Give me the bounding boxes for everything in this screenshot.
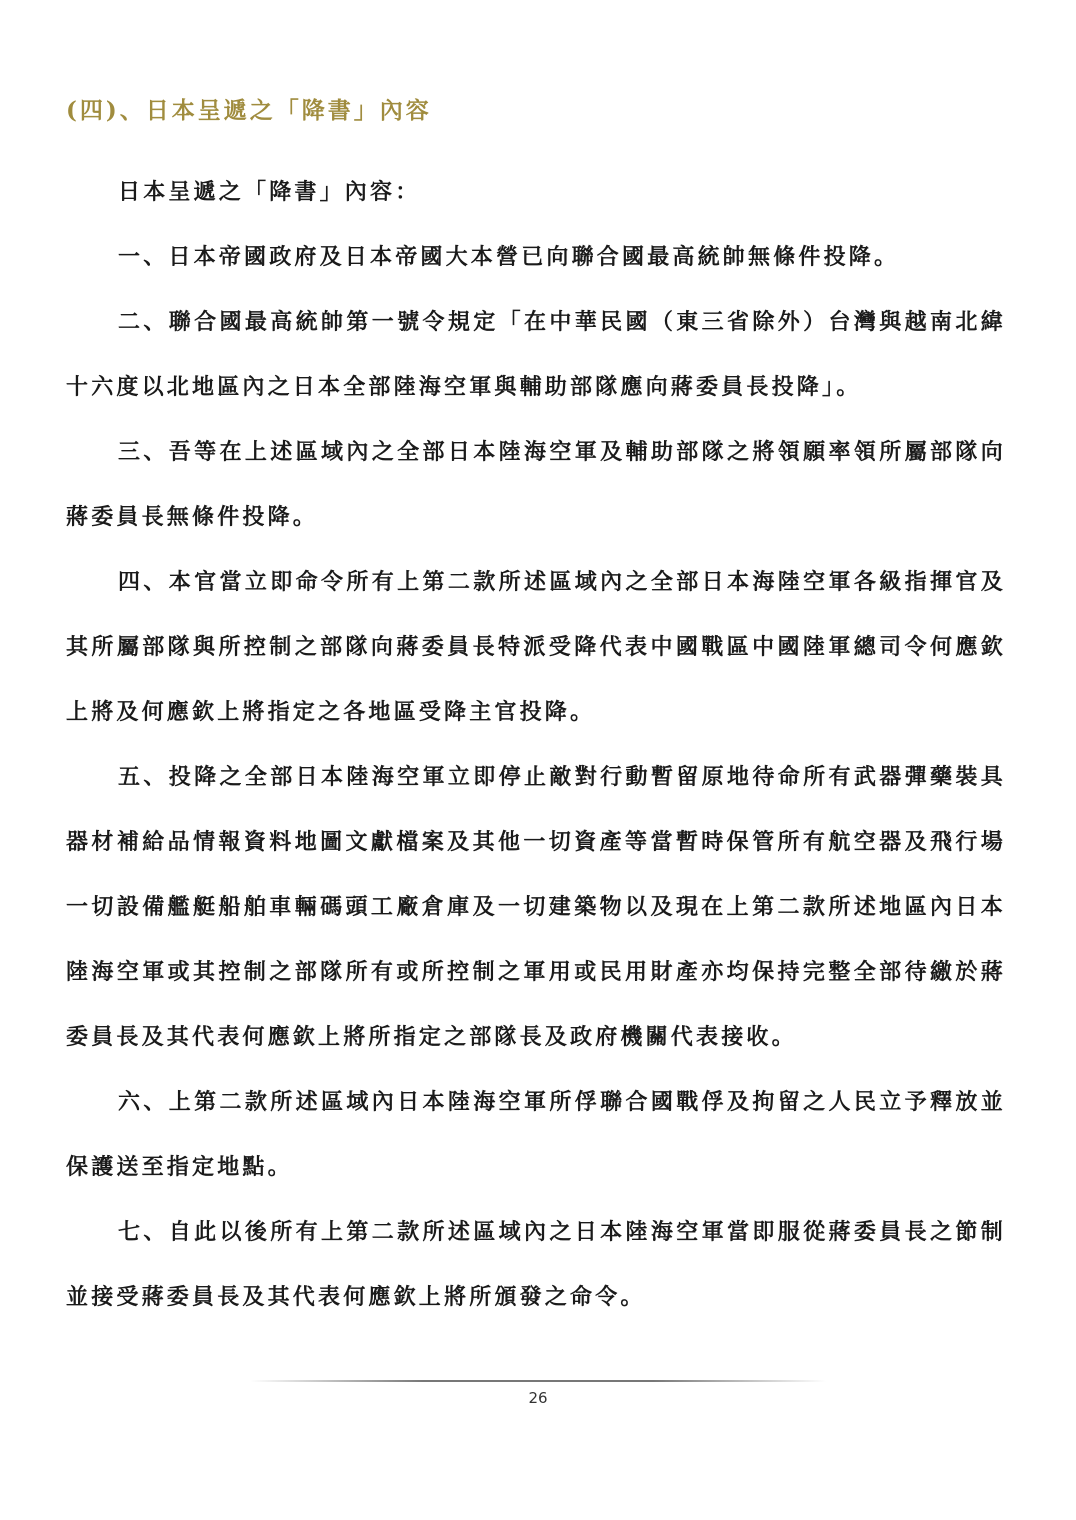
footer-divider xyxy=(250,1380,826,1382)
paragraph-5: 五、投降之全部日本陸海空軍立即停止敵對行動暫留原地待命所有武器彈藥裝具器材補給品情報資料地圖文獻檔案及其他一切資產等當暫時保管所有航空器及飛行場一切設備艦艇船舶車輛碼頭工廠倉庫及一切建築物以及現在上第二款所述地區內日本陸海空軍或其控制之部隊所有或所控制之軍用或民用財產亦均保持完整全部待繳於蔣委員長及其代表何應欽上將所指定之部隊長及政府機關代表接收。 xyxy=(66,764,1006,1050)
body-text xyxy=(66,160,1006,1330)
section-heading: (四)、日本呈遞之「降書」內容 xyxy=(66,97,432,124)
paragraph-7: 七、自此以後所有上第二款所述區域內之日本陸海空軍當即服從蔣委員長之節制並接受蔣委員長及其代表何應欽上將所頒發之命令。 xyxy=(66,1219,1006,1310)
paragraph-6: 六、上第二款所述區域內日本陸海空軍所俘聯合國戰俘及拘留之人民立予釋放並保護送至指定地點。 xyxy=(66,1089,1006,1180)
intro-line: 日本呈遞之「降書」內容： xyxy=(118,179,421,205)
paragraph-2: 二、聯合國最高統帥第一號令規定「在中華民國（東三省除外）台灣與越南北緯十六度以北地區內之日本全部陸海空軍與輔助部隊應向蔣委員長投降」。 xyxy=(66,309,1006,400)
paragraph-3: 三、吾等在上述區域內之全部日本陸海空軍及輔助部隊之將領願率領所屬部隊向蔣委員長無條件投降。 xyxy=(66,439,1006,530)
paragraph-1: 一、日本帝國政府及日本帝國大本營已向聯合國最高統帥無條件投降。 xyxy=(118,244,900,270)
paragraph-4: 四、本官當立即命令所有上第二款所述區域內之全部日本海陸空軍各級指揮官及其所屬部隊與所控制之部隊向蔣委員長特派受降代表中國戰區中國陸軍總司令何應欽上將及何應欽上將指定之各地區受降主官投降。 xyxy=(66,569,1006,725)
page-number: 26 xyxy=(528,1389,548,1407)
